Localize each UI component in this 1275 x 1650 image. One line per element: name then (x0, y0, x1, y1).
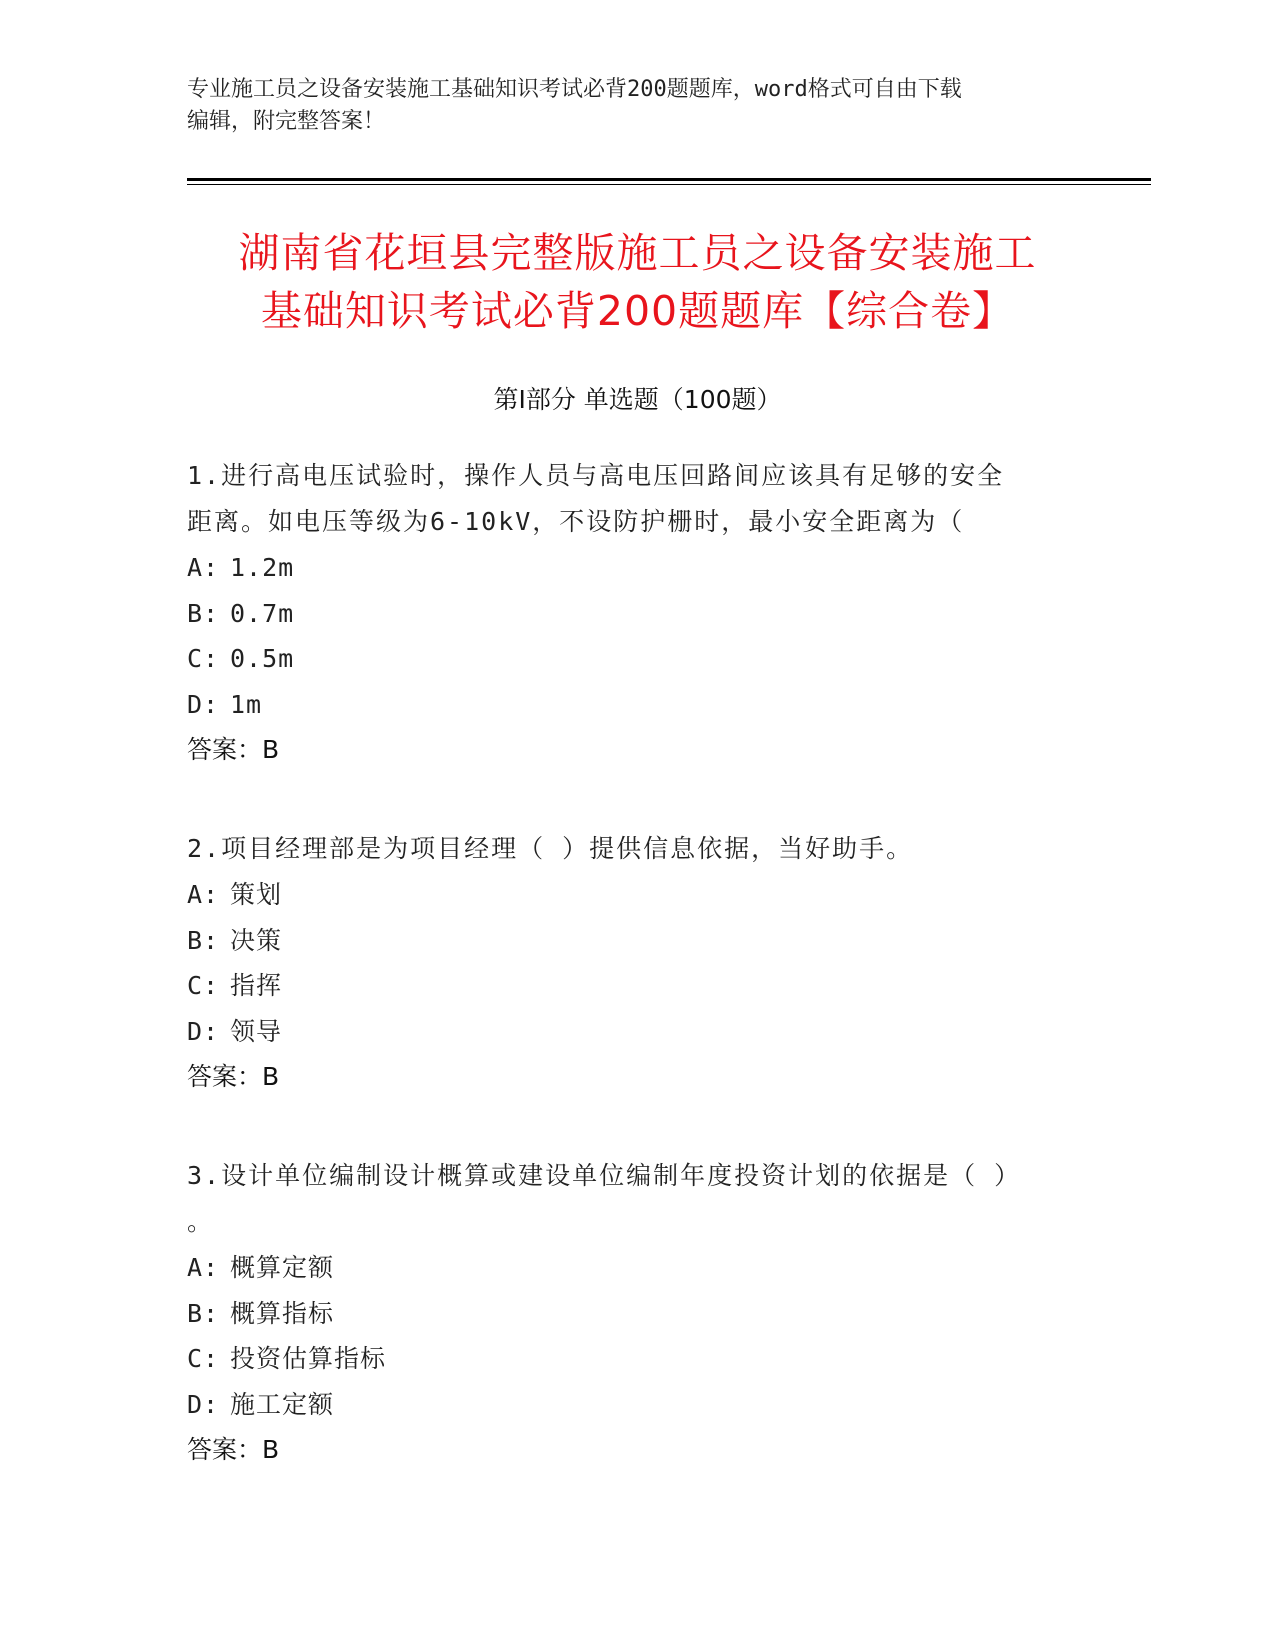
question-stem: 距离。如电压等级为6-10kV，不设防护栅时，最小安全距离为（ (187, 507, 965, 536)
option-key: A: (187, 553, 220, 582)
option-b (187, 918, 1087, 964)
answer-line: 答案：B (187, 735, 280, 764)
answer-line: 答案：B (187, 1062, 280, 1091)
option-key: B: (187, 598, 220, 628)
option-d (187, 682, 1087, 728)
option-c (187, 963, 1087, 1009)
option-text: 概算指标 (230, 1298, 335, 1328)
option-key: D: (187, 1016, 220, 1046)
option-d (187, 1009, 1087, 1055)
option-text: 1.2m (230, 553, 295, 582)
option-text: 领导 (230, 1016, 283, 1046)
option-a (187, 1245, 1087, 1291)
option-a (187, 872, 1087, 918)
answer-line: 答案：B (187, 1435, 280, 1464)
document-title (150, 224, 1125, 340)
question-2 (187, 826, 1087, 1100)
option-key: C: (187, 971, 220, 1000)
option-text: 指挥 (230, 971, 283, 1000)
option-d (187, 1382, 1087, 1428)
option-text: 0.7m (230, 598, 295, 628)
option-b (187, 591, 1087, 637)
option-a (187, 545, 1087, 591)
option-c (187, 636, 1087, 682)
option-key: C: (187, 644, 220, 673)
header-divider-thin (187, 184, 1151, 185)
option-b (187, 1291, 1087, 1337)
option-c (187, 1336, 1087, 1382)
question-stem: 。 (187, 1207, 215, 1236)
title-line: 湖南省花垣县完整版施工员之设备安装施工 (238, 229, 1037, 277)
option-text: 决策 (230, 925, 283, 955)
option-key: B: (187, 1298, 220, 1328)
option-key: A: (187, 880, 220, 909)
option-key: B: (187, 925, 220, 955)
question-stem: 3.设计单位编制设计概算或建设单位编制年度投资计划的依据是（ ） (187, 1161, 1022, 1190)
option-text: 0.5m (230, 644, 295, 673)
option-key: C: (187, 1344, 220, 1373)
question-1 (187, 453, 1087, 773)
intro-text (187, 74, 1087, 138)
title-line: 基础知识考试必背200题题库【综合卷】 (260, 287, 1015, 335)
question-stem: 2.项目经理部是为项目经理（ ）提供信息依据，当好助手。 (187, 834, 914, 863)
option-text: 施工定额 (230, 1389, 335, 1419)
option-text: 1m (230, 689, 263, 719)
option-text: 概算定额 (230, 1253, 335, 1282)
section-heading: 第Ⅰ部分 单选题（100题） (493, 385, 782, 414)
option-text: 策划 (230, 880, 283, 909)
question-stem: 1.进行高电压试验时，操作人员与高电压回路间应该具有足够的安全 (187, 461, 1005, 490)
intro-line: 专业施工员之设备安装施工基础知识考试必背200题题库，word格式可自由下载 (187, 77, 962, 102)
question-3 (187, 1153, 1087, 1473)
intro-line: 编辑，附完整答案！ (187, 109, 386, 134)
header-divider-thick (187, 178, 1151, 181)
option-key: D: (187, 689, 220, 719)
option-text: 投资估算指标 (230, 1344, 387, 1373)
option-key: D: (187, 1389, 220, 1419)
option-key: A: (187, 1253, 220, 1282)
